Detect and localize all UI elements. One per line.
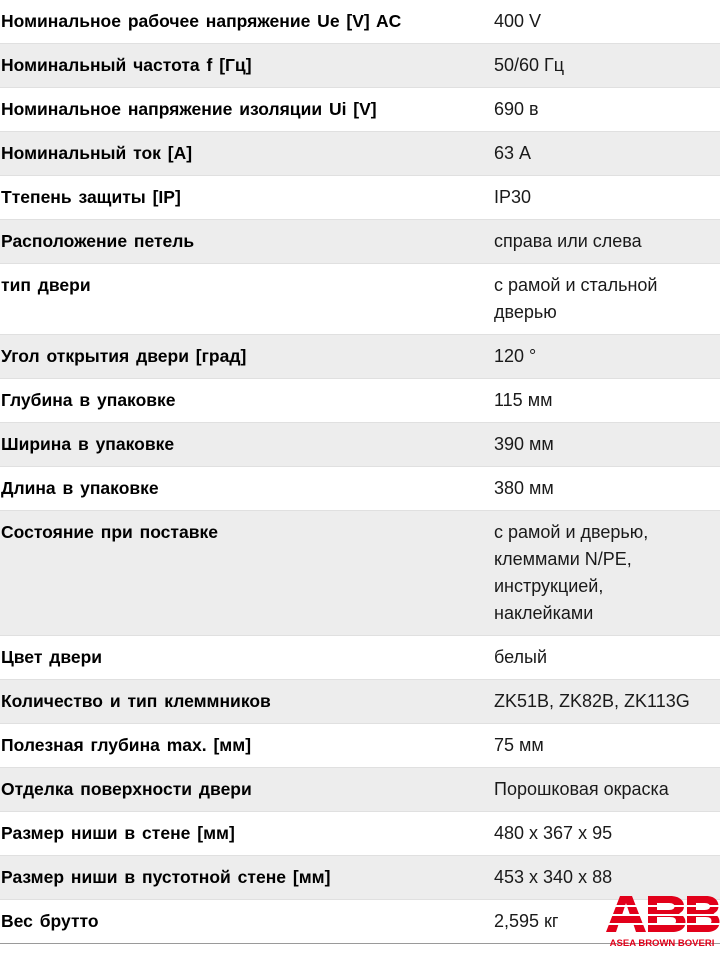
spec-value: справа или слева bbox=[494, 231, 642, 251]
spec-label: Отделка поверхности двери bbox=[1, 779, 252, 799]
spec-label: Цвет двери bbox=[1, 647, 103, 667]
spec-label: Номинальный ток [A] bbox=[1, 143, 193, 163]
spec-value: 390 мм bbox=[494, 434, 554, 454]
spec-row-door-finish bbox=[0, 768, 720, 812]
spec-row-hinges bbox=[0, 220, 720, 264]
spec-label: Ширина в упаковке bbox=[1, 434, 175, 454]
spec-label: Номинальное рабочее напряжение Ue [V] AC bbox=[1, 11, 402, 31]
spec-label: Длина в упаковке bbox=[1, 478, 159, 498]
spec-row-wall-niche bbox=[0, 812, 720, 856]
spec-label: Размер ниши в стене [мм] bbox=[1, 823, 235, 843]
spec-value: белый bbox=[494, 647, 548, 667]
spec-row-delivery-state bbox=[0, 511, 720, 636]
spec-value: 2,595 кг bbox=[494, 911, 559, 931]
spec-label: Состояние при поставке bbox=[1, 522, 218, 542]
spec-row-rated-voltage bbox=[0, 0, 720, 44]
spec-row-insulation-voltage bbox=[0, 88, 720, 132]
spec-row-protection bbox=[0, 176, 720, 220]
spec-row-rated-current bbox=[0, 132, 720, 176]
spec-value: ZK51B, ZK82B, ZK113G bbox=[494, 691, 690, 711]
spec-value: 690 в bbox=[494, 99, 539, 119]
spec-value: 50/60 Гц bbox=[494, 55, 565, 75]
spec-value: с рамой и стальной дверью bbox=[494, 275, 658, 322]
spec-label: Ттепень защиты [IP] bbox=[1, 187, 181, 207]
spec-value: 380 мм bbox=[494, 478, 554, 498]
abb-logo bbox=[600, 892, 720, 952]
spec-label: Расположение петель bbox=[1, 231, 195, 251]
spec-label: Вес брутто bbox=[1, 911, 99, 931]
spec-row-package-length bbox=[0, 467, 720, 511]
spec-value: 63 А bbox=[494, 143, 532, 163]
spec-label: Номинальное напряжение изоляции Ui [V] bbox=[1, 99, 377, 119]
spec-row-door-angle bbox=[0, 335, 720, 379]
abb-tagline: ASEA BROWN BOVERI bbox=[609, 938, 715, 949]
spec-value: 453 x 340 x 88 bbox=[494, 867, 613, 887]
abb-logo-mark bbox=[600, 892, 720, 952]
spec-row-door-type bbox=[0, 264, 720, 335]
spec-value: с рамой и дверью, клеммами N/PE, инструкцией, наклейками bbox=[494, 522, 649, 623]
spec-label: Полезная глубина max. [мм] bbox=[1, 735, 252, 755]
spec-value: 400 V bbox=[494, 11, 542, 31]
spec-value: 115 мм bbox=[494, 390, 553, 410]
spec-row-package-depth bbox=[0, 379, 720, 423]
spec-label: Количество и тип клеммников bbox=[1, 691, 271, 711]
spec-label: Номинальный частота f [Гц] bbox=[1, 55, 252, 75]
spec-row-terminals bbox=[0, 680, 720, 724]
spec-row-frequency bbox=[0, 44, 720, 88]
spec-row-usable-depth bbox=[0, 724, 720, 768]
spec-value: 75 мм bbox=[494, 735, 544, 755]
spec-label: Угол открытия двери [град] bbox=[1, 346, 247, 366]
spec-value: IP30 bbox=[494, 187, 532, 207]
spec-row-package-width bbox=[0, 423, 720, 467]
spec-value: Порошковая окраска bbox=[494, 779, 669, 799]
spec-label: Глубина в упаковке bbox=[1, 390, 176, 410]
spec-label: тип двери bbox=[1, 275, 91, 295]
spec-label: Размер ниши в пустотной стене [мм] bbox=[1, 867, 331, 887]
spec-value: 480 x 367 x 95 bbox=[494, 823, 613, 843]
spec-row-door-color bbox=[0, 636, 720, 680]
spec-value: 120 ° bbox=[494, 346, 537, 366]
